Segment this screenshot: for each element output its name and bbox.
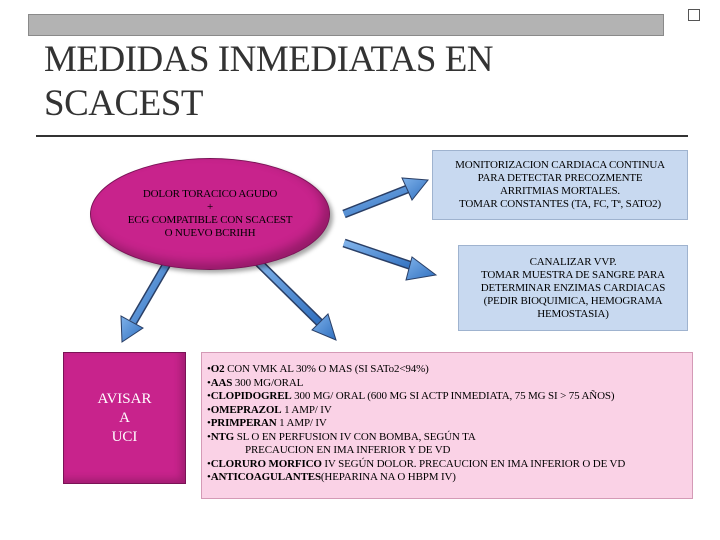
chest-pain-text: DOLOR TORACICO AGUDO + ECG COMPATIBLE CON SCACEST O NUEVO BCRIHH — [127, 188, 293, 239]
med-line: •NTG SL O EN PERFUSION IV CON BOMBA, SEGÚN TA — [207, 430, 476, 443]
notify-icu-text: AVISAR A UCI — [97, 390, 152, 445]
med-line: •CLOPIDOGREL 300 MG/ ORAL (600 MG SI ACTP INMEDIATA, 75 MG SI > 75 AÑOS) — [207, 390, 615, 402]
medications-box — [201, 352, 693, 499]
med-line: •CLORURO MORFICO IV SEGÚN DOLOR. PRECAUCION EN IMA INFERIOR O DE VD — [207, 457, 626, 470]
med-line: •ANTICOAGULANTES(HEPARINA NA O HBPM IV) — [207, 471, 456, 483]
med-line: •OMEPRAZOL 1 AMP/ IV — [207, 403, 332, 416]
slide-title: MEDIDAS INMEDIATAS EN SCACEST — [44, 39, 494, 124]
monitoring-box — [432, 150, 688, 220]
iv-access-text: CANALIZAR VVP. TOMAR MUESTRA DE SANGRE PARA DETERMINAR ENZIMAS CARDIACAS (PEDIR BIOQUIMICA, HEMOGRAMA HEMOSTASIA) — [480, 255, 666, 320]
notify-icu-box — [63, 352, 186, 484]
med-continuation-line: PRECAUCION EN IMA INFERIOR Y DE VD — [245, 444, 451, 456]
med-line: •O2 CON VMK AL 30% O MAS (SI SATo2<94%) — [207, 363, 429, 375]
arrow-to-monitor — [344, 178, 428, 214]
arrow-to-medications — [258, 262, 336, 340]
med-line: •AAS 300 MG/ORAL — [207, 376, 304, 389]
iv-access-box — [458, 245, 688, 331]
chest-pain-oval — [90, 158, 330, 270]
monitoring-text: MONITORIZACION CARDIACA CONTINUA PARA DETECTAR PRECOZMENTE ARRITMIAS MORTALES. TOMAR CONSTANTES (TA, FC, Tª, SATO2) — [455, 159, 665, 210]
arrow-to-uci — [121, 262, 168, 342]
arrow-to-vvp — [344, 243, 436, 280]
med-line: •PRIMPERAN 1 AMP/ IV — [207, 417, 327, 429]
